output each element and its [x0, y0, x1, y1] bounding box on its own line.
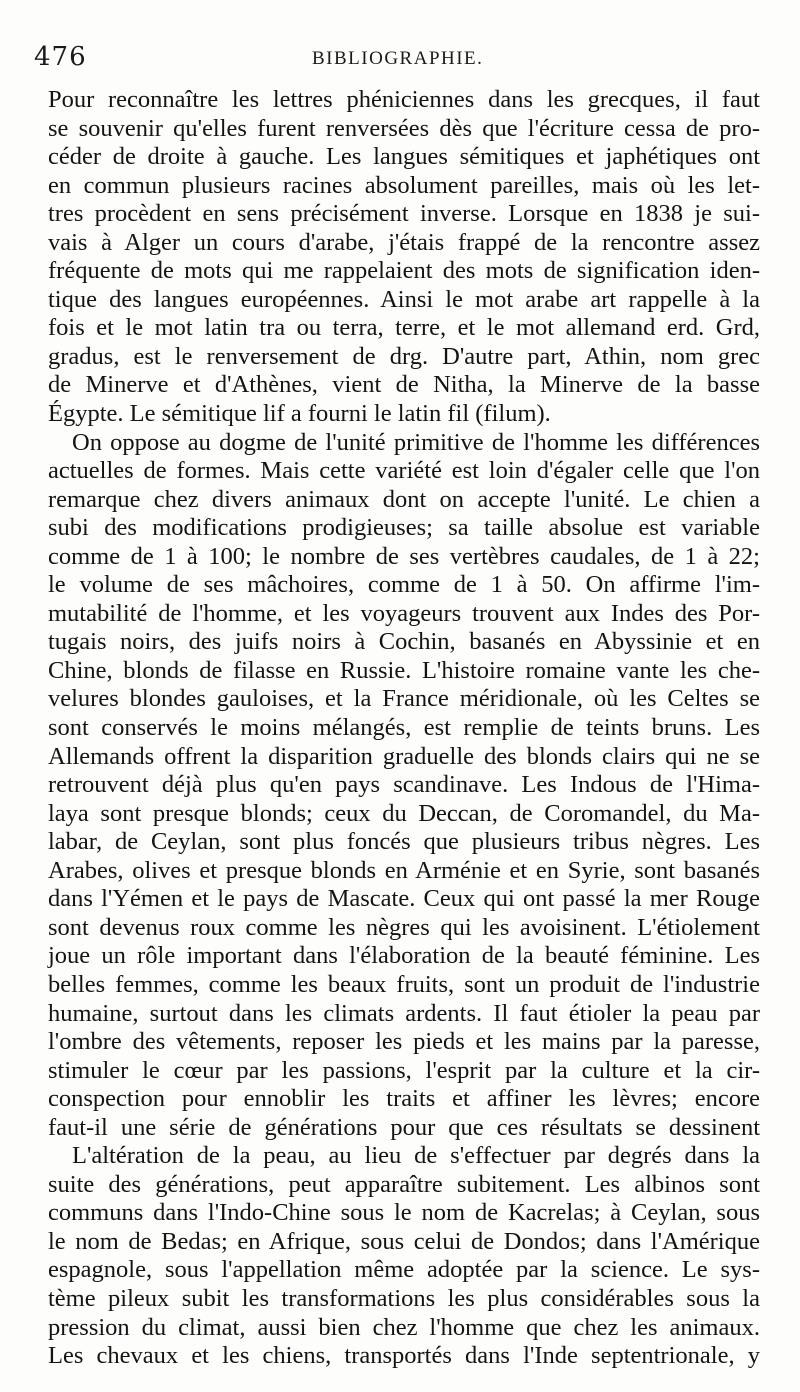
text-line: stimuler le cœur par les passions, l'esprit par la culture et la cir-: [48, 1056, 760, 1084]
text-line: vais à Alger un cours d'arabe, j'étais frappé de la rencontre assez: [48, 228, 760, 256]
text-line: remarque chez divers animaux dont on accepte l'unité. Le chien a: [48, 485, 760, 513]
text-line: mutabilité de l'homme, et les voyageurs trouvent aux Indes des Por-: [48, 599, 760, 627]
text-line: Allemands offrent la disparition graduelle des blonds clairs qui ne se: [48, 742, 760, 770]
text-line: pression du climat, aussi bien chez l'homme que chez les animaux.: [48, 1313, 760, 1341]
text-line: labar, de Ceylan, sont plus foncés que plusieurs tribus nègres. Les: [48, 828, 760, 856]
text-line: subi des modifications prodigieuses; sa taille absolue est variable: [48, 514, 760, 542]
text-line: On oppose au dogme de l'unité primitive de l'homme les différences: [72, 428, 760, 456]
running-title: BIBLIOGRAPHIE.: [312, 48, 484, 69]
text-line: humaine, surtout dans les climats ardents. Il faut étioler la peau par: [48, 999, 760, 1027]
text-line: Arabes, olives et presque blonds en Arménie et en Syrie, sont basanés: [48, 856, 760, 884]
running-head: [34, 42, 764, 74]
text-line: conspection pour ennoblir les traits et affiner les lèvres; encore: [48, 1085, 760, 1113]
text-line: Pour reconnaître les lettres phéniciennes dans les grecques, il faut: [48, 86, 760, 113]
text-line: comme de 1 à 100; le nombre de ses vertèbres caudales, de 1 à 22;: [48, 542, 760, 570]
text-line: sont conservés le moins mélangés, est remplie de teints bruns. Les: [48, 714, 760, 742]
text-line: l'ombre des vêtements, reposer les pieds et les mains par la paresse,: [48, 1028, 760, 1056]
text-line: tres procèdent en sens précisément inverse. Lorsque en 1838 je sui-: [48, 200, 760, 228]
text-line: L'altération de la peau, au lieu de s'effectuer par degrés dans la: [72, 1142, 760, 1170]
text-line: actuelles de formes. Mais cette variété est loin d'égaler celle que l'on: [48, 457, 760, 485]
text-line: le nom de Bedas; en Afrique, sous celui de Dondos; dans l'Amérique: [48, 1227, 760, 1255]
text-line: suite des générations, peut apparaître subitement. Les albinos sont: [48, 1170, 760, 1198]
body-text: [48, 86, 760, 1371]
text-line: Égypte. Le sémitique lif a fourni le latin fil (filum).: [48, 400, 551, 428]
text-line: retrouvent déjà plus qu'en pays scandinave. Les Indous de l'Hima-: [48, 771, 760, 799]
text-line: tique des langues européennes. Ainsi le mot arabe art rappelle à la: [48, 285, 760, 313]
text-line: espagnole, sous l'appellation même adoptée par la science. Le sys-: [48, 1256, 760, 1284]
text-line: le volume de ses mâchoires, comme de 1 à 50. On affirme l'im-: [48, 571, 760, 599]
page-number: 476: [34, 42, 87, 72]
text-line: de Minerve et d'Athènes, vient de Nitha, la Minerve de la basse: [48, 371, 760, 399]
text-line: céder de droite à gauche. Les langues sémitiques et japhétiques ont: [48, 143, 760, 171]
text-line: velures blondes gauloises, et la France méridionale, où les Celtes se: [48, 685, 760, 713]
text-line: fois et le mot latin tra ou terra, terre, et le mot allemand erd. Grd,: [48, 314, 760, 342]
text-line: belles femmes, comme les beaux fruits, sont un produit de l'industrie: [48, 970, 760, 998]
text-line: Les chevaux et les chiens, transportés dans l'Inde septentrionale, y: [48, 1342, 760, 1370]
text-line: tugais noirs, des juifs noirs à Cochin, basanés en Abyssinie et en: [48, 628, 760, 656]
text-line: joue un rôle important dans l'élaboration de la beauté féminine. Les: [48, 942, 760, 970]
text-line: Chine, blonds de filasse en Russie. L'histoire romaine vante les che-: [48, 656, 760, 684]
text-line: tème pileux subit les transformations les plus considérables sous la: [48, 1284, 760, 1312]
text-line: laya sont presque blonds; ceux du Deccan, de Coromandel, du Ma-: [48, 799, 760, 827]
text-line: fréquente de mots qui me rappelaient des mots de signification iden-: [48, 257, 760, 285]
text-line: se souvenir qu'elles furent renversées dès que l'écriture cessa de pro-: [48, 114, 760, 142]
text-line: faut-il une série de générations pour que ces résultats se dessinent: [48, 1113, 760, 1141]
text-line: gradus, est le renversement de drg. D'autre part, Athin, nom grec: [48, 342, 760, 370]
text-line: sont devenus roux comme les nègres qui les avoisinent. L'étiolement: [48, 913, 760, 941]
text-line: communs dans l'Indo-Chine sous le nom de Kacrelas; à Ceylan, sous: [48, 1199, 760, 1227]
text-line: dans l'Yémen et le pays de Mascate. Ceux qui ont passé la mer Rouge: [48, 885, 760, 913]
text-line: en commun plusieurs racines absolument pareilles, mais où les let-: [48, 171, 760, 199]
